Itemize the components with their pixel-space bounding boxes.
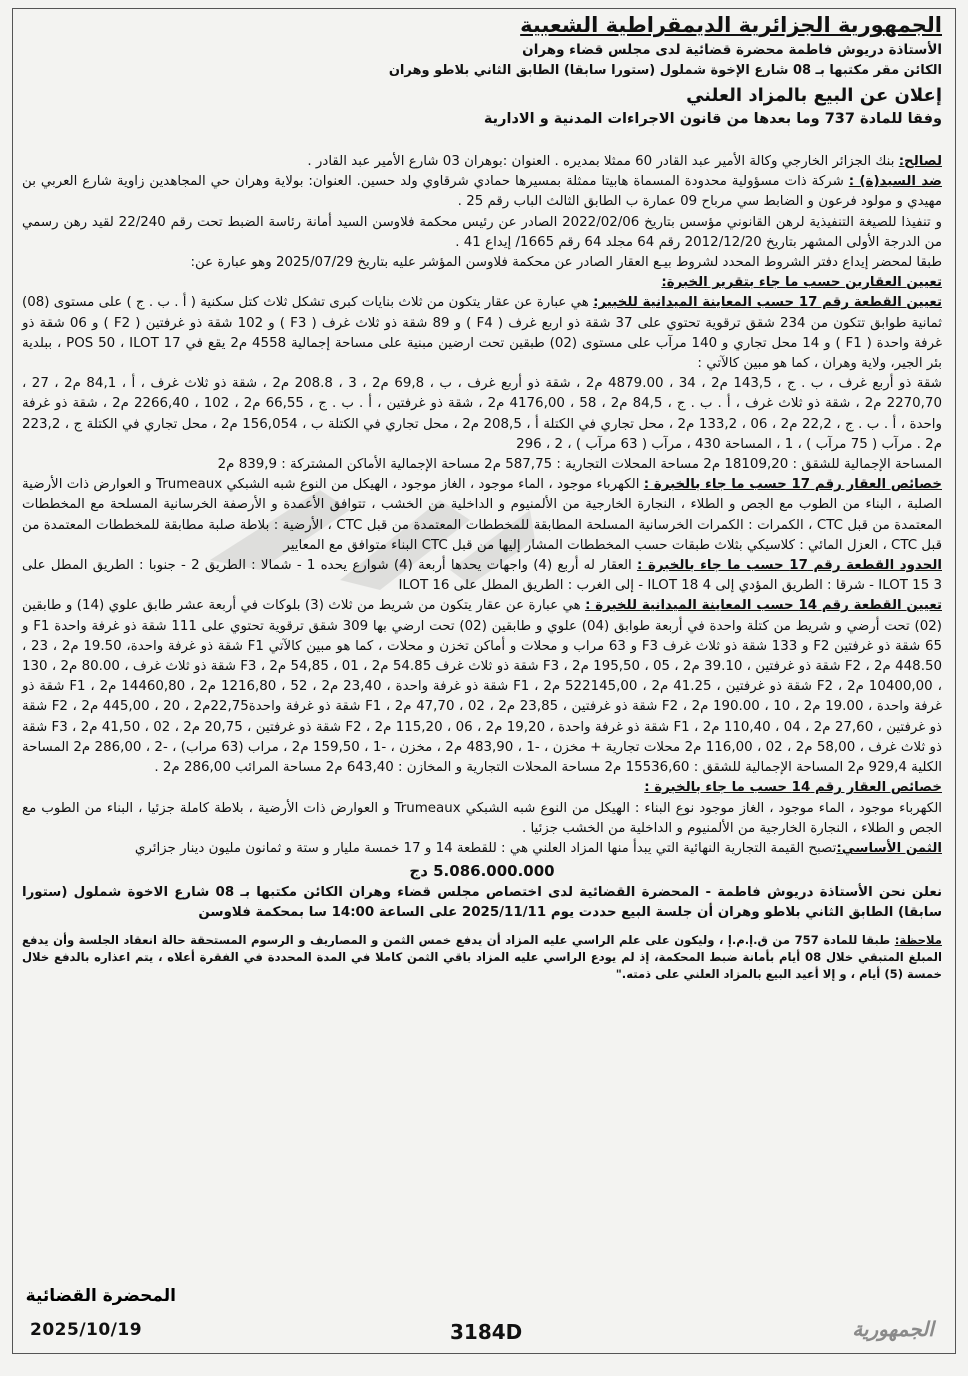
lot17-units: شقة ذو أربع غرف ، ب . ج ، 143,5 م2 ، 34 ، 4879.00 م2 ، شقة ذو أربع غرف ، ب ، 69,8 م2 ، 3 ، 208.8 م2 ، شقة ذو ثلاث غرف ، أ ، 84,1 م2 ، 27 ، 2270,70 م2 ، شقة ذو ثلاث غرف ، أ . ب . ج ، 84,5 م2 ، 58 ، 4176,00 م2 ، شقة ذو غرفتين ، أ . ب . ج ، 66,55 م2 ، 102 ، 2266,40 م2 ، شقة ذو غرفة واحدة ، أ . ب . ج ، 22,2 م2 ، 06 ، 133,2 م2 ، محل تجاري في الكتلة أ ، 208,5 م2 ، محل تجاري في الكتلة ب ، 156,054 م2 ، محل تجاري في الكتلة ج ، 223,2 م2 . مرآب ( 75 مرآب ) ، 1 ، المساحة 430 ، مرآب ( 63 مرآب ) ، 2 ، 296: [22, 376, 942, 452]
defendant-text: شركة ذات مسؤولية محدودة المسماة هابيتا ممثلة بمسيرها حمادي شرقاوي ولد حسين. العنوان: بولاية وهران حي المجاهدين زاوية شارع العربي بن مهيدي و مولود فرعون و الضابط سي مرباح 09 عمارة ب الطابق الثالث الباب رقم 25 .: [22, 174, 942, 210]
lot17-bounds-text: العقار له أربع (4) واجهات يحدها أربعة (4) شوارع يحده 1 - شمالا : الطريق 2 - جنوبا : الطريق المطل على ILOT 15 3 - شرقا : الطريق المؤدي إلى ILOT 18 4 - إلى الغرب : الطريق المطل على ILOT 16: [22, 558, 942, 594]
lot17-designation-label: تعيين القطعة رقم 17 حسب المعاينة الميدانية للخبير:: [593, 295, 942, 311]
legal-basis: وفقا للمادة 737 وما بعدها من قانون الاجراءات المدنية و الادارية: [483, 111, 942, 127]
office-address: الكائن مقر مكتبها بـ 08 شارع الإخوة شملول (ستورا سابقا) الطابق الثاني بلاطو وهران: [388, 63, 942, 78]
lot17-features-text: الكهرباء موجود ، الماء موجود ، الغاز موجود ، الهيكل من النوع شبه الشبكي Trumeaux و العوارض ذات الأرضية الصلبة ، البناء من الطوب مع الجص و الطلاء ، النجارة الخارجية من الألمنيوم و الداخلية من الخشب ، تتوافق الأعمدة و الأرصفة الخرسانية المسلحة مع المخططات المعتمدة من قبل CTC ، الكمرات : الكمرات الخرسانية المسلحة المطابقة للمخططات المعتمدة من قبل CTC ، الأرضية : بلاطة صلبة مطابقة للمخططات المعتمدة من قبل CTC ، العزل المائي : كلاسيكي بثلاث طبقات حسب المخططات المشار إليها من قبل CTC البناء متوافق مع المعايير: [22, 477, 943, 553]
note-label: ملاحظة:: [894, 932, 942, 947]
price-paragraph: [22, 839, 942, 859]
lot17-totals: المساحة الإجمالية للشقق : 18109,20 م2 مساحة المحلات التجارية : 587,75 م2 مساحة الإجمالية الأماكن المشتركة : 839,9 م2: [217, 457, 942, 473]
announcement-paragraph: نعلن نحن الأستاذة دريوش فاطمة - المحضرة القضائية لدى اختصاص مجلس قضاء وهران الكائن مكتبها بـ 08 شارع الاخوة شملول (ستورا سابقا) الطابق الثاني بلاطو وهران أن جلسة البيع حددت يوم 2025/11/11 على الساعة 14:00 سا بمحكمة فلاوسن: [22, 885, 942, 921]
defendant-label: ضد السيد(ة) :: [848, 174, 942, 190]
lot14-features-label: خصائص العقار رقم 14 حسب ما جاء بالخبرة :: [644, 780, 942, 796]
plaintiff-label: لصالح:: [898, 154, 942, 169]
lot14-designation-label: تعيين القطعة رقم 14 حسب المعاينة الميدانية للخبرة :: [585, 598, 942, 614]
office-holder: الأستاذة دريوش فاطمة محضرة قضائية لدى مجلس قضاء وهران: [522, 42, 942, 58]
defendant-paragraph: [22, 172, 942, 212]
price-label: الثمن الأساسي:: [836, 840, 942, 856]
lot14-features-text: الكهرباء موجود ، الماء موجود ، الغاز موجود نوع البناء : الهيكل من النوع شبه الشبكي Trumeaux و العوارض ذات الأرضية ، بلاطة كاملة جزئيا ، البناء من الطوب مع الجص و الطلاء ، النجارة الخارجية من الألمنيوم و الداخلية من الخشب جزئيا .: [22, 800, 942, 836]
lot17-bounds: [22, 556, 942, 596]
plaintiff-text: بنك الجزائر الخارجي وكالة الأمير عبد القادر 60 ممثلا بمديره . العنوان :بوهران 03 شارع الأمير عبد القادر .: [307, 154, 899, 169]
lot17-features: [22, 475, 942, 556]
republic-heading: الجمهورية الجزائرية الديمقراطية الشعبية: [520, 13, 942, 37]
enforcement-paragraph: و تنفيذا للصيغة التنفيذية لرهن القانوني مؤسس بتاريخ 2022/02/06 الصادر عن رئيس محكمة فلاوسن السيد أمانة رئاسة الضبط تحت رقم 22/240 لقيد رهن رسمي من الدرجة الأولى المشهر بتاريخ 2012/12/20 رقم 64 مجلد 64 رقم 1665/ إيداع 41 .: [22, 214, 942, 250]
lot17-features-label: خصائص العقار رقم 17 حسب ما جاء بالخبرة :: [643, 477, 943, 493]
issue-date: 2025/10/19: [30, 1320, 143, 1340]
footer: [0, 1286, 968, 1346]
notice-title: إعلان عن البيع بالمزاد العلني: [686, 85, 942, 106]
price-amount: 5.086.000.000 دج: [409, 862, 555, 881]
lot17-bounds-label: الحدود القطعة رقم 17 حسب ما جاء بالخبرة :: [637, 558, 942, 574]
lot14-designation: [22, 596, 942, 778]
lot17-designation: [22, 293, 942, 374]
note-paragraph: [22, 932, 942, 983]
ad-reference: 3184D: [450, 1320, 523, 1344]
newspaper-logo: الجمهورية: [852, 1317, 934, 1341]
note-text: طبقا للمادة 757 من ق.إ.م.إ ، وليكون على علم الراسي عليه المزاد أن يدفع خمس الثمن و المصاريف و الرسوم المستحقة حالة انعقاد الجلسة وأن يدفع المبلغ المتبقي خلال 08 أيام بأمانة ضبط المحكمة، إذ لم يودع الراسي عليه المزاد باقي الثمن كاملا في المدة المحددة في الفقرة أعلاه ، يتم اعذاره بالدفع خلال خمسة (5) أيام ، و إلا أعيد البيع بالمزاد العلني على ذمته.": [22, 932, 943, 981]
deposit-paragraph: طبقا لمحضر إيداع دفتر الشروط المحدد لشروط بيـع العقار الصادر عن محكمة فلاوسن المؤشر عليه بتاريخ 2025/07/29 وهو عبارة عن:: [190, 255, 942, 271]
lot14-designation-text: هي عبارة عن عقار يتكون من شريط من ثلاث (3) بلوكات في أربعة عشر طابق علوي (14) و طابقين (02) تحت أرضي و شريط من كتلة واحدة في أربعة طوابق (04) علوي و طابقين (02) تحت ارضي بها 309 شقق ترقوية تحتوي على 111 شقة ذو غرفة واحدة F1 و 65 شقة ذو غرفتين F2 و 133 شقة ذو ثلاث غرف F3 و 63 مراب و محلات و أماكن تخزن و محلات ، كما هو مبين كالآتي F1 شقة ذو غرفة واحدة، 19.50 م2 ، 23 ، 448.50 م2 ، F2 شقة ذو غرفتين ، 39.10 م2 ، 05 ، 195,50 م2 ، F3 شقة ذو ثلاث غرف 54.85 م2 ، 01 ، 54,85 م2 ، F3 شقة ذو ثلاث غرف ، 80.00 م2 ، 130 ، 10400,00 م2 ، F2 شقة ذو غرفتين ، 41.25 م2 ، 522145,00 م2 ، F1 شقة ذو غرفة واحدة ، 23,40 م2 ، 52 ، 1216,80 م2 ، 14460,80 م2 ، F1 شقة ذو غرفة واحدة ، 19.00 م2 ، 10 ، 190.00 م2 ، F2 شقة ذو غرفتين ، 23,85 م2 ، 02 ، 47,70 م2 ، F1 شقة ذو غرفة واحدة22,75م2 ، 20 ، 445,00 م2 ، F2 شقة ذو غرفتين ، 27,60 م2 ، 04 ، 110,40 م2 ، F1 شقة ذو غرفة واحدة ، 19,20 م2 ، 06 ، 115,20 م2 ، F2 شقة ذو غرفتين ، 20,75 م2 ، 02 ، 41,50 م2 ، F3 شقة ذو ثلاث غرف ، 58,00 م2 ، 02 ، 116,00 م2 محلات تجارية + مخزن ، -1 ، 483,90 م2 ، مخزن ، -1 ، 159,50 م2 ، مراب (63 مراب) ، -2 ، 286,00 م2 المساحة الكلية 929,4 م2 المساحة الإجمالية للشقق : 15536,60 م2 مساحة المحلات التجارية و المخازن : 643,40 م2 مساحة المرائب 286,00 م2 .: [22, 598, 943, 776]
price-text: تصبح القيمة التجارية النهائية التي يبدأ منها المزاد العلني هي : للقطعة 14 و 17 خمسة مليار و ستة و ثمانون مليون دينار جزائري: [134, 840, 837, 856]
plaintiff-paragraph: [22, 152, 942, 172]
designation-heading: تعيين العقارين حسب ما جاء بتقرير الخبرة:: [661, 275, 942, 291]
auction-notice: [22, 10, 942, 983]
office-signature: المحضرة القضائية: [25, 1286, 176, 1306]
lot17-designation-text: هي عبارة عن عقار يتكون من ثلاث بنايات كبرى تشكل ثلاث كتل سكنية ( أ . ب . ج ) على مستوى (08) ثمانية طوابق تتكون من 234 شقق ترقوية تحتوي على 37 شقة ذو اربع غرف ( F4 ) و 89 شقة ذو ثلاث غرف ( F3 ) و 102 شقة ذو غرفتين ( F2 ) و 06 شقة ذو غرفة واحدة ( F1 ) و 14 محل تجاري و 140 مرآب على مستوى (02) طبقين تحت ارضين مبنية على مساحة إجمالية 4558 م2 يقع في POS 50 ، ILOT 17 ، ببلدية بئر الجير، ولاية وهران ، كما هو مبين كالآتي :: [22, 295, 942, 372]
